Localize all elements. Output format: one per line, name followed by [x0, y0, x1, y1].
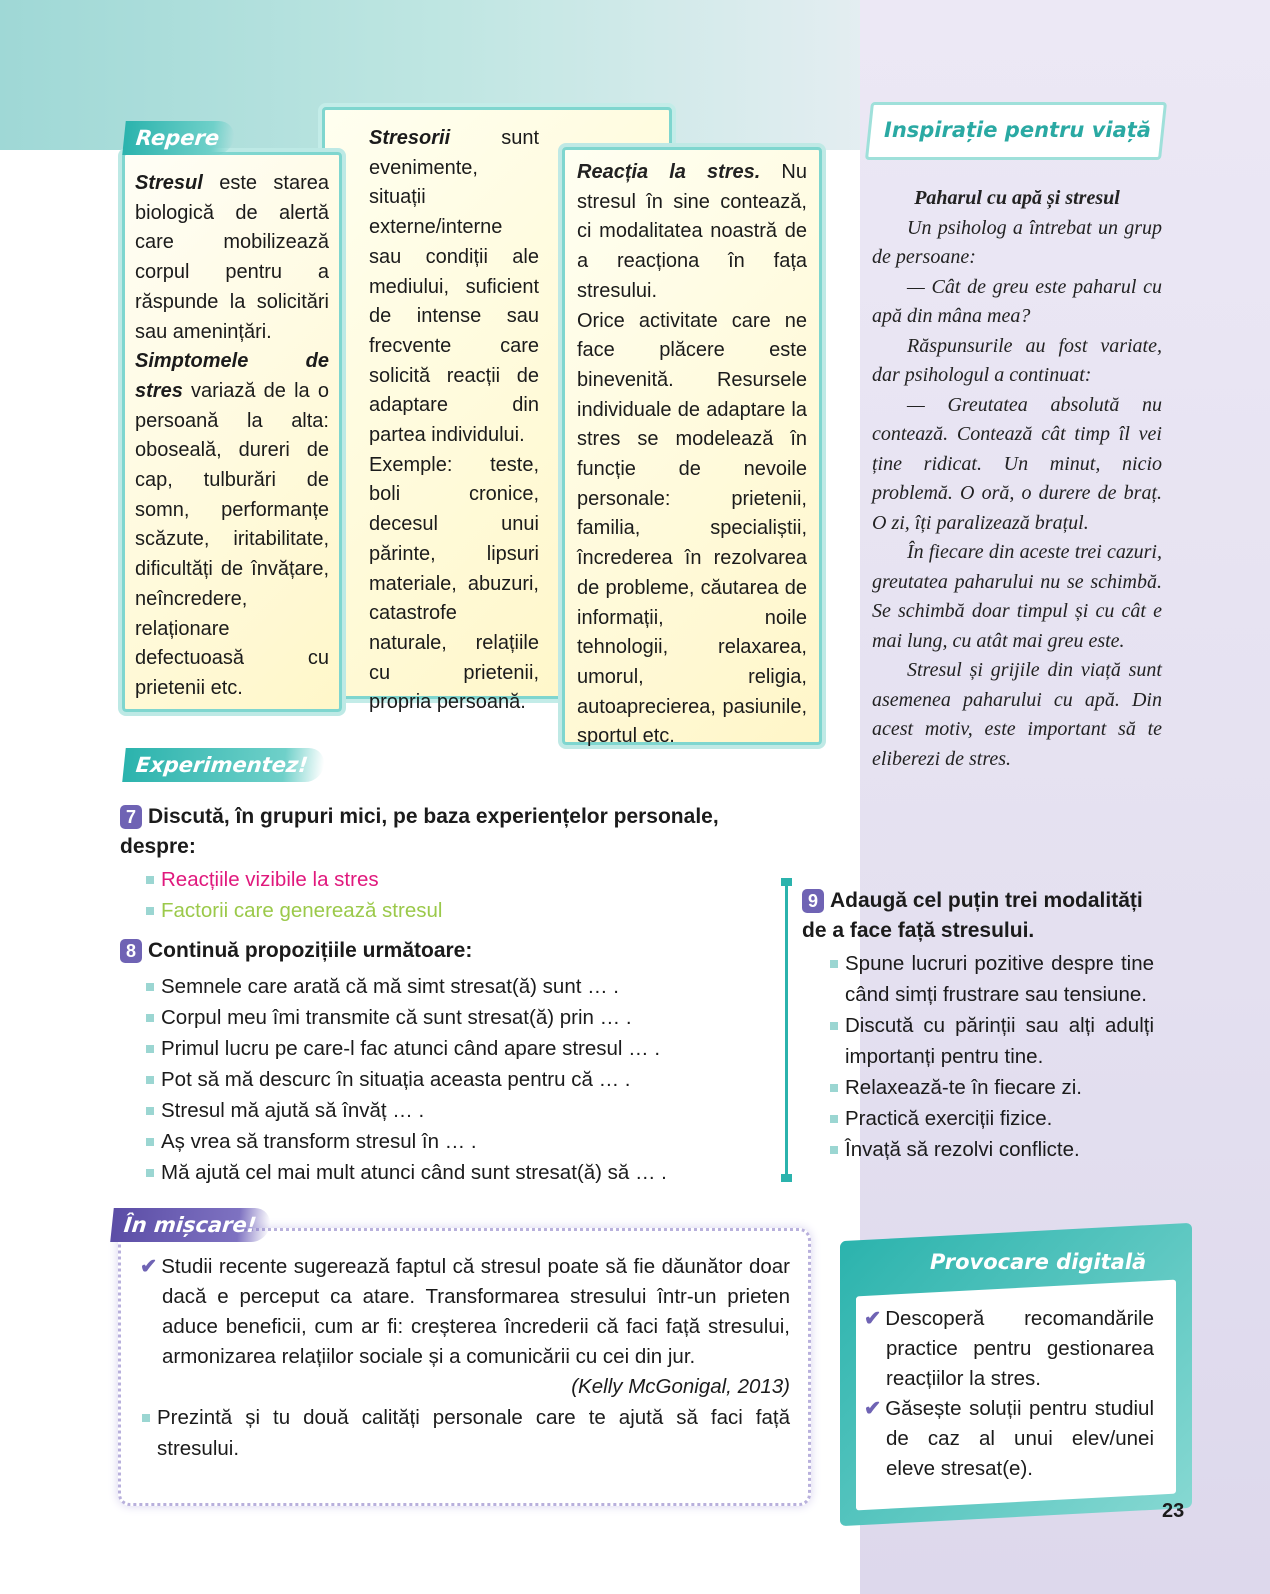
- list-item: Spune lucruri pozitive despre tine când simți frustrare sau tensiune.: [828, 948, 1154, 1010]
- reactia-definition: Nu stresul în sine contează, ci modalitatea noastră de a reacționa în fața stresului.: [577, 161, 807, 302]
- provocare-item-text: Descoperă recomandările practice pentru gestionarea reacțiilor la stres.: [885, 1307, 1154, 1390]
- miscare-tab: În mișcare!: [110, 1208, 272, 1242]
- reactia-paragraph: Orice activitate care ne face plăcere este binevenită. Resursele individuale de adaptare la stres se modelează în funcție de nevoile personale: prietenii, familia, specialiștii, încrederea în rezolvarea de probleme, căutarea de informații, noile tehnologii, relaxarea, umorul, religia, autoaprecierea, pasiunile, sportul etc.: [577, 309, 807, 748]
- question-7-list: [144, 864, 764, 926]
- list-item: Primul lucru pe care-l fac atunci când apare stresul … .: [144, 1033, 774, 1064]
- provocare-item: [864, 1304, 1154, 1394]
- divider-cap: [781, 1174, 792, 1182]
- inspiratie-tab: Inspirație pentru viață: [884, 118, 1151, 142]
- simptome-definition: variază de la o persoană la alta: oboseală, dureri de cap, tulburări de somn, performanțe scăzute, iritabilitate, dificultăți de învățare, neîncredere, relaționare defectuoasă cu prietenii etc.: [135, 379, 329, 699]
- miscare-task-list: [140, 1402, 790, 1464]
- divider-line: [785, 880, 788, 1180]
- check-mark-icon: ✔: [140, 1255, 158, 1278]
- question-text: Adaugă cel puțin trei modalități de a face față stresului.: [802, 889, 1143, 942]
- list-item: Semnele care arată că mă simt stresat(ă) sunt … .: [144, 971, 774, 1002]
- miscare-quote: Studii recente sugerează faptul că stresul poate să fie dăunător doar dacă e perceput ca atare. Transformarea stresului într-un prieten aduce beneficii, cum ar fi: creșterea încrederii că faci față stresului, armonizarea relațiilor sociale și a comunicării cu cei din jur.: [161, 1255, 790, 1368]
- divider-cap: [781, 878, 792, 886]
- stresori-definition: sunt evenimente, situații externe/interne sau condiții ale mediului, suficient de intense sau frecvente care solicită reacții de adaptare din partea individului.: [369, 127, 539, 447]
- quote-source: (Kelly McGonigal, 2013): [571, 1375, 790, 1398]
- list-item: Aș vrea să transform stresul în … .: [144, 1126, 774, 1157]
- miscare-quote-block: [140, 1252, 790, 1372]
- check-mark-icon: ✔: [864, 1397, 882, 1420]
- repere-tab: Repere: [122, 121, 236, 155]
- provocare-tab: Provocare digitală: [930, 1250, 1147, 1274]
- list-item: Mă ajută cel mai mult atunci când sunt stresat(ă) să … .: [144, 1157, 774, 1188]
- question-text: Discută, în grupuri mici, pe baza experiențelor personale, despre:: [120, 805, 719, 858]
- question-number: 9: [802, 889, 824, 913]
- story-paragraph: — Greutatea absolută nu contează. Contează cât timp îl vei ține ridicat. Un minut, nicio problemă. O oră, o durere de braț. O zi, îți paralizează brațul.: [872, 393, 1162, 534]
- stresul-term: Stresul: [135, 172, 203, 194]
- miscare-content: [140, 1252, 790, 1464]
- provocare-item-text: Găsește soluții pentru studiul de caz al unui elev/unei eleve stresat(e).: [885, 1397, 1154, 1480]
- story-title: Paharul cu apă și stresul: [914, 187, 1120, 209]
- check-mark-icon: ✔: [864, 1307, 882, 1330]
- question-9: [802, 886, 1152, 946]
- story-paragraph: Stresul și grijile din viață sunt asemenea paharului cu apă. Din acest motiv, este important să te eliberezi de stres.: [872, 659, 1162, 770]
- provocare-content: [864, 1304, 1154, 1484]
- question-7: [120, 802, 760, 862]
- repere-box: [122, 152, 342, 712]
- question-8-list: [144, 971, 774, 1188]
- list-item: Corpul meu îmi transmite că sunt stresat(ă) prin … .: [144, 1002, 774, 1033]
- question-number: 7: [120, 805, 142, 829]
- story-paragraph: Răspunsurile au fost variate, dar psihologul a continuat:: [872, 334, 1162, 386]
- list-item: Prezintă și tu două calități personale care te ajută să faci față stresului.: [140, 1402, 790, 1464]
- stresori-examples: Exemple: teste, boli cronice, decesul unui părinte, lipsuri materiale, abuzuri, catastrofe naturale, relațiile cu prietenii, propria persoană.: [369, 453, 539, 714]
- question-text: Continuă propozițiile următoare:: [148, 939, 473, 962]
- list-item: Factorii care generează stresul: [144, 895, 764, 926]
- simptome-term: Simptomele de stres: [135, 350, 329, 402]
- reactia-term: Reacția la stres.: [577, 161, 761, 183]
- list-item: Reacțiile vizibile la stres: [144, 864, 764, 895]
- page-number: 23: [1162, 1500, 1185, 1522]
- reactia-box: [562, 147, 822, 748]
- story-paragraph: În fiecare din aceste trei cazuri, greutatea paharului nu se schimbă. Se schimbă doar timpul și cu cât e mai lung, cu atât mai greu este.: [872, 541, 1162, 652]
- story: [872, 184, 1162, 774]
- stresul-definition: este starea biologică de alertă care mobilizează corpul pentru a răspunde la solicitări sau amenințări.: [135, 172, 329, 343]
- stresori-term: Stresorii: [369, 127, 451, 149]
- story-paragraph: Un psiholog a întrebat un grup de persoane:: [872, 216, 1162, 268]
- list-item: Pot să mă descurc în situația aceasta pentru că … .: [144, 1064, 774, 1095]
- list-item: Relaxează-te în fiecare zi.: [828, 1072, 1154, 1103]
- list-item: Învață să rezolvi conflicte.: [828, 1134, 1154, 1165]
- story-paragraph: — Cât de greu este paharul cu apă din mâna mea?: [872, 275, 1162, 327]
- question-9-list: [828, 948, 1154, 1165]
- list-item: Practică exerciții fizice.: [828, 1103, 1154, 1134]
- question-number: 8: [120, 939, 142, 963]
- question-8: [120, 936, 760, 966]
- experimentez-tab: Experimentez!: [122, 748, 326, 782]
- list-item: Discută cu părinții sau alți adulți importanți pentru tine.: [828, 1010, 1154, 1072]
- provocare-item: [864, 1394, 1154, 1484]
- list-item: Stresul mă ajută să învăț … .: [144, 1095, 774, 1126]
